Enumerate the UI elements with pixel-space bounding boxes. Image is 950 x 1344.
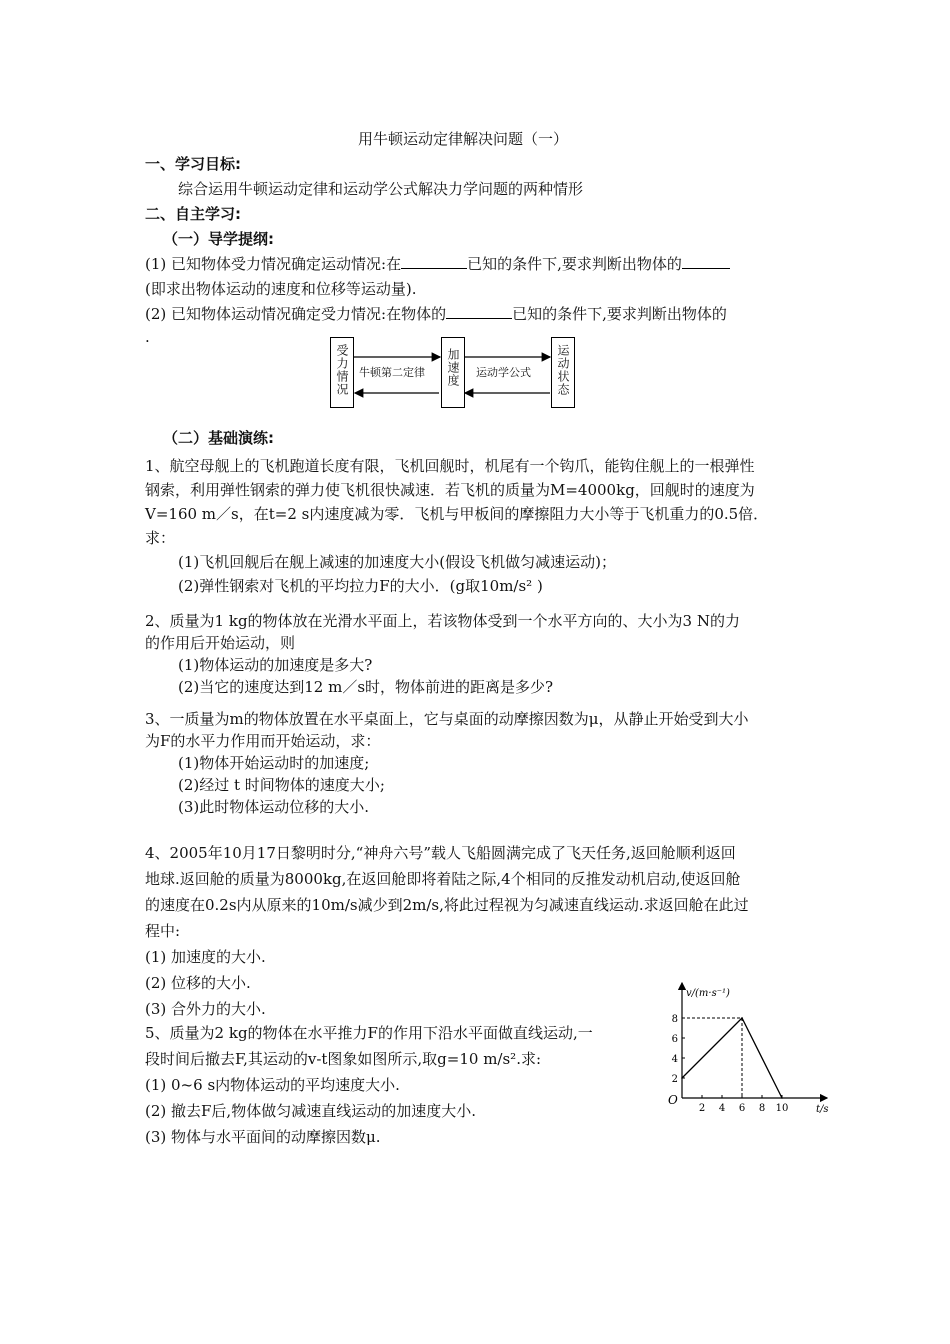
q3-line-2: 为F的水平力作用而开始运动，求： [145, 732, 381, 750]
subheading-outline: （一）导学提纲: [163, 230, 274, 248]
q4-line-2: 地球.返回舱的质量为8000kg,在返回舱即将着陆之际,4个相同的反推发动机启动,使返回舱 [145, 870, 741, 888]
q1-line-4: 求： [145, 529, 176, 547]
flow-box-acceleration-label: 加速度 [446, 348, 460, 387]
q3-sub-2: (2)经过 t 时间物体的速度大小; [178, 776, 385, 794]
blank-1[interactable] [401, 268, 467, 269]
x-tick-label: 2 [698, 1103, 706, 1113]
data-point [681, 1077, 683, 1079]
q4-sub-2: (2) 位移的大小. [145, 974, 251, 992]
q1-line-3: V=160 m／s，在t=2 s内速度减为零．飞机与甲板间的摩擦阻力大小等于飞机重力的0.5倍． [145, 505, 769, 523]
origin-label: O [668, 1093, 678, 1107]
x-tick-label: 8 [758, 1103, 766, 1113]
q4-line-4: 程中: [145, 922, 181, 940]
page-title: 用牛顿运动定律解决问题（一） [358, 130, 569, 148]
x-axis-label: t/s [816, 1104, 829, 1113]
x-tick-label: 10 [775, 1103, 789, 1113]
section-heading-goals: 一、学习目标: [145, 155, 241, 173]
q5-sub-2: (2) 撤去F后,物体做匀减速直线运动的加速度大小. [145, 1102, 476, 1120]
outline-item-2 [145, 303, 727, 324]
q3-sub-1: (1)物体开始运动时的加速度; [178, 754, 370, 772]
velocity-line [682, 1018, 782, 1098]
q5-line-1: 5、质量为2 kg的物体在水平推力F的作用下沿水平面做直线运动,一 [145, 1024, 593, 1042]
outline-2-part-a: (2) 已知物体运动情况确定受力情况:在物体的 [145, 305, 447, 323]
flow-label-kinematics: 运动学公式 [476, 366, 531, 379]
y-tick-label: 4 [671, 1054, 678, 1065]
q4-sub-3: (3) 合外力的大小. [145, 1000, 266, 1018]
x-tick-label: 6 [738, 1103, 746, 1113]
blank-2[interactable] [682, 268, 730, 269]
q1-line-2: 钢索，利用弹性钢索的弹力使飞机很快减速．若飞机的质量为M=4000kg，回舰时的速度为 [145, 481, 755, 499]
outline-1-part-a: (1) 已知物体受力情况确定运动情况:在 [145, 255, 402, 273]
q1-sub-2: (2)弹性钢索对飞机的平均拉力F的大小．(g取10m/s² ) [178, 577, 543, 595]
q1-line-1: 1、航空母舰上的飞机跑道长度有限，飞机回舰时，机尾有一个钩爪，能钩住舰上的一根弹性 [145, 457, 755, 475]
q2-sub-2: (2)当它的速度达到12 m／s时，物体前进的距离是多少? [178, 678, 554, 696]
vt-chart [660, 968, 840, 1113]
q4-line-3: 的速度在0.2s内从原来的10m/s减少到2m/s,将此过程视为匀减速直线运动.求返回舱在此过 [145, 896, 749, 914]
q4-line-1: 4、2005年10月17日黎明时分,“神舟六号”载人飞船圆满完成了飞天任务,返回舱顺利返回 [145, 844, 736, 862]
q3-sub-3: (3)此时物体运动位移的大小. [178, 798, 370, 816]
subheading-practice: （二）基础演练: [163, 429, 274, 447]
outline-1-part-b: 已知的条件下,要求判断出物体的 [467, 255, 682, 273]
outline-item-1 [145, 253, 730, 274]
flow-box-force-label: 受力情况 [335, 344, 349, 396]
q2-line-2: 的作用后开始运动，则 [145, 634, 296, 652]
q5-sub-3: (3) 物体与水平面间的动摩擦因数μ. [145, 1128, 381, 1146]
q4-sub-1: (1) 加速度的大小. [145, 948, 266, 966]
y-tick-label: 2 [671, 1074, 678, 1085]
x-tick-label: 4 [718, 1103, 726, 1113]
flow-box-motion-label: 运动状态 [556, 344, 570, 396]
y-tick-label: 6 [671, 1034, 678, 1045]
flow-label-newton: 牛顿第二定律 [359, 366, 425, 379]
goals-text: 综合运用牛顿运动定律和运动学公式解决力学问题的两种情形 [178, 180, 584, 198]
q2-sub-1: (1)物体运动的加速度是多大? [178, 656, 373, 674]
outline-item-1-cont: (即求出物体运动的速度和位移等运动量). [145, 280, 417, 298]
section-heading-selfstudy: 二、自主学习: [145, 205, 241, 223]
data-point [741, 1017, 743, 1019]
q5-sub-1: (1) 0~6 s内物体运动的平均速度大小. [145, 1076, 400, 1094]
y-axis-label: v/(m·s⁻¹) [686, 988, 730, 999]
blank-3[interactable] [446, 318, 512, 319]
data-point [781, 1097, 783, 1099]
q1-sub-1: (1)飞机回舰后在舰上减速的加速度大小(假设飞机做匀减速运动)； [178, 553, 616, 571]
q5-line-2: 段时间后撤去F,其运动的v-t图象如图所示,取g=10 m/s².求: [145, 1050, 542, 1068]
outline-2-part-b: 已知的条件下,要求判断出物体的 [512, 305, 727, 323]
y-tick-label: 8 [671, 1014, 678, 1025]
outline-item-2-cont: . [145, 328, 150, 346]
q3-line-1: 3、一质量为m的物体放置在水平桌面上，它与桌面的动摩擦因数为μ，从静止开始受到大小 [145, 710, 749, 728]
q2-line-1: 2、质量为1 kg的物体放在光滑水平面上，若该物体受到一个水平方向的、大小为3 N的力 [145, 612, 740, 630]
